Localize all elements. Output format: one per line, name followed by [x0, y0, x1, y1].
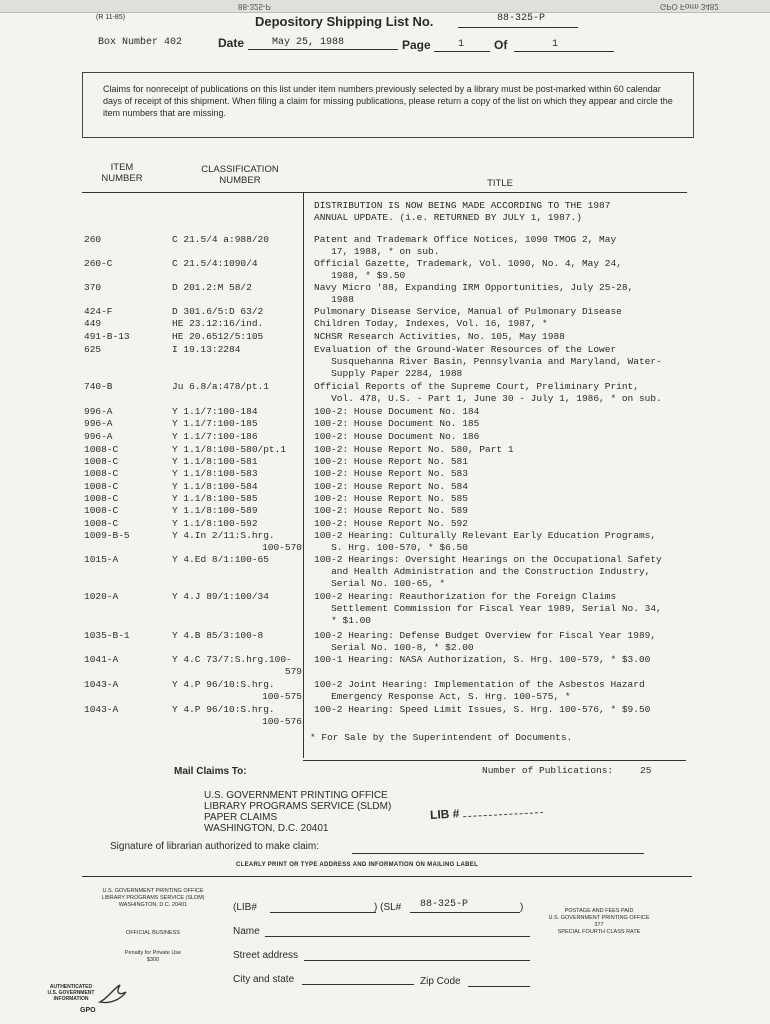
classification-number: Y 1.1/8:100-584 — [172, 481, 258, 492]
classification-number: C 21.5/4 a:988/20 — [172, 234, 269, 245]
page-title: Depository Shipping List No. — [255, 14, 434, 29]
street-label: Street address — [233, 950, 299, 961]
classification-number: Y 4.Ed 8/1:100-65 — [172, 554, 269, 565]
page-value: 1 — [458, 39, 465, 50]
classification-number-cont: 100-576 — [262, 716, 302, 727]
classification-number: Y 1.1/7:100-186 — [172, 431, 258, 442]
classification-number: HE 23.12:16/ind. — [172, 318, 264, 329]
item-number: 491-B-13 — [84, 331, 130, 342]
sl-value: 88-325-P — [420, 899, 469, 910]
classification-number: Y 4.B 85/3:100-8 — [172, 630, 264, 641]
publication-title: 100-2: House Report No. 585 — [314, 493, 468, 504]
box-number: Box Number 402 — [98, 37, 183, 48]
publication-title: 100-2: House Report No. 581 — [314, 456, 468, 467]
classification-number: Y 4.J 89/1:100/34 — [172, 591, 269, 602]
distribution-note: DISTRIBUTION IS NOW BEING MADE ACCORDING TO THE 1987 ANNUAL UPDATE. (i.e. RETURNED BY JULY 1, 1987.) — [314, 200, 611, 223]
postage-indicia: POSTAGE AND FEES PAID U.S. GOVERNMENT PRINTING OFFICE 377 SPECIAL FOURTH CLASS RATE — [548, 908, 650, 935]
mail-claims-label: Mail Claims To: — [174, 766, 247, 777]
classification-number-cont: 100-570 — [262, 542, 302, 553]
sale-note: * For Sale by the Superintendent of Documents. — [310, 732, 573, 743]
penalty-note: Penalty for Private Use $300 — [124, 950, 182, 963]
publication-title: 100-2 Hearing: Speed Limit Issues, S. Hrg. 100-576, * $9.50 — [314, 704, 651, 715]
item-number: 424-F — [84, 306, 113, 317]
classification-number: Y 4.C 73/7:S.hrg.100- — [172, 654, 292, 665]
official-business: OFFICIAL BUSINESS — [126, 930, 180, 936]
publication-title: 100-2 Hearing: Defense Budget Overview for Fiscal Year 1989, Serial No. 100-8, * $2.00 — [314, 630, 657, 653]
item-number: 1041-A — [84, 654, 119, 665]
col-class-header: CLASSIFICATION NUMBER — [201, 164, 279, 186]
classification-number: Y 1.1/8:100-580/pt.1 — [172, 444, 287, 455]
classification-number: Y 4.In 2/11:S.hrg. — [172, 530, 275, 541]
of-value: 1 — [552, 39, 559, 50]
item-number: 1015-A — [84, 554, 119, 565]
publication-title: 100-2 Joint Hearing: Implementation of the Asbestos Hazard Emergency Response Act, S. Hrg. 100-575, * — [314, 679, 645, 702]
classification-number: Y 1.1/8:100-592 — [172, 518, 258, 529]
item-number: 996-A — [84, 406, 113, 417]
lib-field-label: (LIB# — [233, 902, 257, 913]
item-number: 1008-C — [84, 481, 119, 492]
date-value: May 25, 1988 — [272, 37, 345, 48]
publication-title: Navy Micro '88, Expanding IRM Opportunities, July 25-28, 1988 — [314, 282, 634, 305]
publication-title: NCHSR Research Activities, No. 105, May 1988 — [314, 331, 565, 342]
item-number: 1043-A — [84, 704, 119, 715]
item-number: 740-B — [84, 381, 113, 392]
publication-title: Official Gazette, Trademark, Vol. 1090, No. 4, May 24, 1988, * $9.50 — [314, 258, 622, 281]
pub-count: 25 — [640, 765, 652, 776]
publication-title: 100-2 Hearings: Oversight Hearings on the Occupational Safety and Health Administration and the Construction Industry, Serial No. 100-65, * — [314, 554, 662, 589]
item-number: 1043-A — [84, 679, 119, 690]
item-number: 1008-C — [84, 444, 119, 455]
top-strip-list: 88-325-P — [238, 2, 271, 11]
item-number: 1008-C — [84, 468, 119, 479]
publication-title: Children Today, Indexes, Vol. 16, 1987, * — [314, 318, 548, 329]
classification-number: Y 1.1/7:100-185 — [172, 418, 258, 429]
classification-number: Y 1.1/8:100-585 — [172, 493, 258, 504]
publication-title: 100-2: House Report No. 584 — [314, 481, 468, 492]
classification-number: HE 20.6512/5:105 — [172, 331, 264, 342]
classification-number: Y 1.1/8:100-581 — [172, 456, 258, 467]
publication-title: Official Reports of the Supreme Court, Preliminary Print, Vol. 478, U.S. - Part 1, June 30 - July 1, 1986, * on sub. — [314, 381, 662, 404]
classification-number-cont: 100-575 — [262, 691, 302, 702]
top-strip-form: GPO Form 3482 — [660, 2, 719, 11]
sl-field-label: ) (SL# — [374, 902, 402, 913]
publication-title: Patent and Trademark Office Notices, 1090 TMOG 2, May 17, 1988, * on sub. — [314, 234, 617, 257]
publication-title: 100-2 Hearing: Culturally Relevant Early Education Programs, S. Hrg. 100-570, * $6.50 — [314, 530, 657, 553]
item-number: 996-A — [84, 418, 113, 429]
item-number: 260-C — [84, 258, 113, 269]
pub-count-label: Number of Publications: — [482, 765, 614, 776]
name-label: Name — [233, 926, 260, 937]
item-number: 1008-C — [84, 456, 119, 467]
item-number: 260 — [84, 234, 102, 245]
signature-label: Signature of librarian authorized to make claim: — [110, 841, 319, 852]
claims-address: U.S. GOVERNMENT PRINTING OFFICE LIBRARY PROGRAMS SERVICE (SLDM) PAPER CLAIMS WASHINGTON, D.C. 20401 — [204, 790, 392, 834]
classification-number: D 201.2:M 58/2 — [172, 282, 252, 293]
publication-title: 100-2: House Report No. 580, Part 1 — [314, 444, 514, 455]
classification-number: I 19.13:2284 — [172, 344, 241, 355]
publication-title: Evaluation of the Ground-Water Resources of the Lower Susquehanna River Basin, Pennsylvania and Maryland, Water- Supply Paper 2284, 1988 — [314, 344, 662, 379]
lib-stamp: LIB # — [430, 802, 543, 822]
publication-title: 100-2: House Document No. 186 — [314, 431, 480, 442]
classification-number: Y 1.1/8:100-583 — [172, 468, 258, 479]
item-number: 1008-C — [84, 493, 119, 504]
sl-close: ) — [520, 902, 524, 913]
item-number: 1020-A — [84, 591, 119, 602]
publication-title: 100-2: House Report No. 592 — [314, 518, 468, 529]
top-strip — [0, 0, 770, 13]
return-address: U.S. GOVERNMENT PRINTING OFFICE LIBRARY PROGRAMS SERVICE (SLDM) WASHINGTON, D.C. 20401 — [101, 888, 205, 908]
page-label: Page — [402, 38, 431, 52]
publication-title: Pulmonary Disease Service, Manual of Pulmonary Disease — [314, 306, 622, 317]
item-number: 625 — [84, 344, 102, 355]
classification-number: D 301.6/5:D 63/2 — [172, 306, 264, 317]
publication-title: 100-2 Hearing: Reauthorization for the Foreign Claims Settlement Commission for Fiscal Year 1989, Serial No. 34, * $1.00 — [314, 591, 662, 626]
item-number: 449 — [84, 318, 102, 329]
claim-notice: Claims for nonreceipt of publications on this list under item numbers previously selected by a library must be post-marked within 60 calendar days of receipt of this shipment. When filing a claim for missing publications, please return a copy of the list on which they appear and circle the item numbers that are missing. — [82, 72, 694, 138]
publication-title: 100-2: House Report No. 583 — [314, 468, 468, 479]
classification-number: C 21.5/4:1090/4 — [172, 258, 258, 269]
print-notice: CLEARLY PRINT OR TYPE ADDRESS AND INFORMATION ON MAILING LABEL — [236, 862, 479, 868]
col-item-header: ITEM NUMBER — [101, 162, 143, 184]
gpo-logo: AUTHENTICATED U.S. GOVERNMENT INFORMATION GPO — [40, 982, 132, 1018]
list-number: 88-325-P — [497, 13, 546, 24]
publication-title: 100-2: House Report No. 589 — [314, 505, 468, 516]
item-number: 1009-B-5 — [84, 530, 130, 541]
item-number: 1008-C — [84, 518, 119, 529]
classification-number: Y 4.P 96/10:S.hrg. — [172, 704, 275, 715]
item-number: 1008-C — [84, 505, 119, 516]
classification-number: Y 1.1/8:100-589 — [172, 505, 258, 516]
classification-number-cont: 579 — [284, 666, 302, 677]
publication-title: 100-2: House Document No. 185 — [314, 418, 480, 429]
date-label: Date — [218, 36, 245, 50]
item-number: 370 — [84, 282, 102, 293]
zip-label: Zip Code — [420, 976, 461, 987]
eagle-icon — [98, 982, 130, 1008]
classification-number: Y 1.1/7:100-184 — [172, 406, 258, 417]
classification-number: Y 4.P 96/10:S.hrg. — [172, 679, 275, 690]
classification-number: Ju 6.8/a:478/pt.1 — [172, 381, 269, 392]
form-code: (R 11-85) — [96, 14, 126, 21]
of-label: Of — [494, 38, 508, 52]
item-number: 996-A — [84, 431, 113, 442]
col-title-header: TITLE — [487, 178, 513, 189]
city-label: City and state — [233, 974, 295, 985]
publication-title: 100-2: House Document No. 184 — [314, 406, 480, 417]
item-number: 1035-B-1 — [84, 630, 130, 641]
publication-title: 100-1 Hearing: NASA Authorization, S. Hrg. 100-579, * $3.00 — [314, 654, 651, 665]
